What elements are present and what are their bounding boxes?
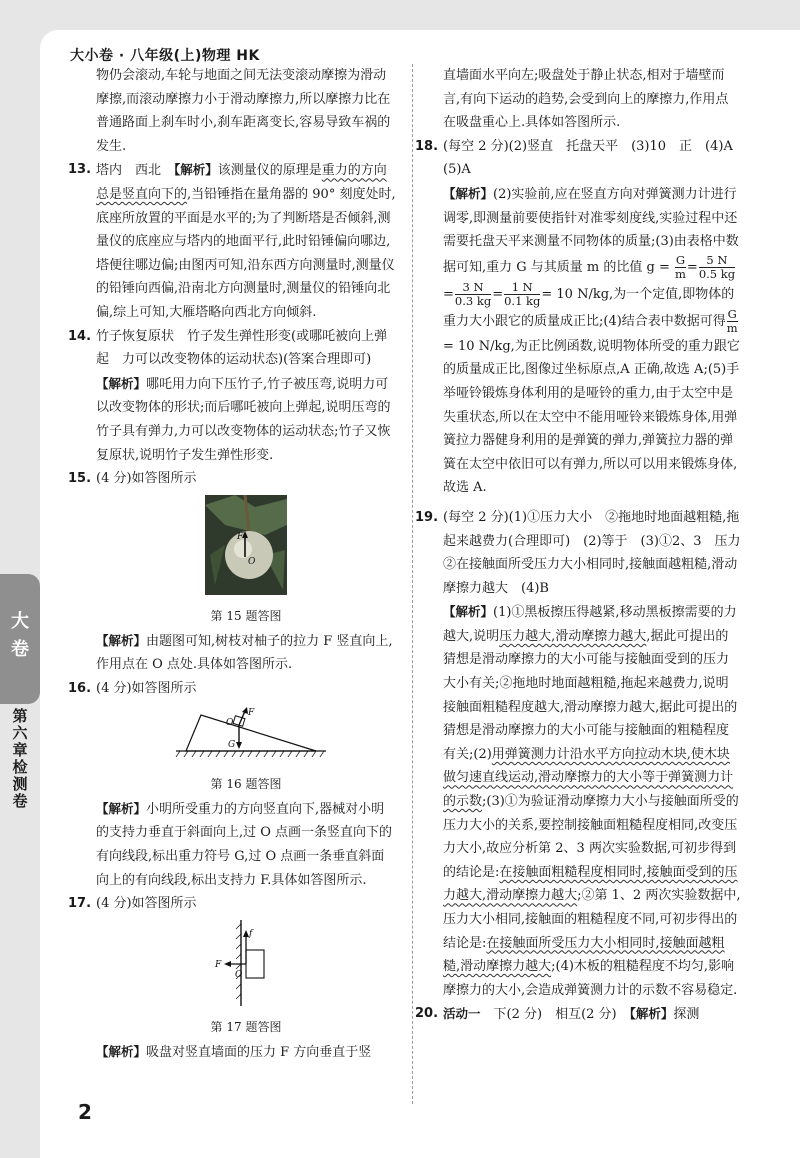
fraction-g-over-m <box>675 254 686 281</box>
q17-label-o: O <box>235 969 243 980</box>
q18-text-2: = 10 N/kg,为一个定值,即物体的重力大小跟它的质量成正比;(4)结合表中数据可得 <box>443 286 735 329</box>
frac-num: 3 N <box>462 279 484 294</box>
q15-label-o: O <box>248 556 256 567</box>
q19-number: 19. <box>415 509 439 525</box>
q16-figure <box>96 705 396 772</box>
fraction-1n <box>504 281 540 308</box>
q18-answer: (每空 2 分)(2)竖直 托盘天平 (3)10 正 (4)A (5)A <box>443 138 746 178</box>
q16-label-f: F <box>248 707 255 718</box>
q19-text-1: (1)①黑板擦压得越紧,移动黑板擦需要的力越大,说明 <box>443 605 737 644</box>
side-chapter-label: 第六章检测卷 <box>12 707 28 810</box>
question-15 <box>68 467 396 677</box>
pomelo-photo <box>205 495 287 595</box>
column-divider <box>412 64 413 1104</box>
question-20 <box>415 1002 741 1027</box>
frac-den: 0.3 kg <box>454 293 492 308</box>
frac-num: 5 N <box>706 252 728 267</box>
q16-analysis-tag: 【解析】 <box>96 800 147 816</box>
q18-text-3: = 10 N/kg,为正比例函数,说明物体所受的重力跟它的质量成正比,图像过坐标原点,A 正确,故选 A;(5)手举哑铃锻炼身体利用的是哑铃的重力,由于太空中是失重状态,所以在太空中不能用哑铃来锻炼身体,用弹簧拉力器健身利用的是弹簧的弹力,弹簧拉力器的弹簧在太空中依旧可以有弹力,所以可以用来锻炼身体,故选 A. <box>443 338 740 496</box>
question-19 <box>415 506 754 1002</box>
wall-suction-diagram <box>206 920 286 1006</box>
q17-caption: 第 17 题答图 <box>210 1020 282 1035</box>
q16-text: 小明所受重力的方向竖直向下,器械对小明的支持力垂直于斜面向上,过 O 点画一条竖直向下的有向线段,标出重力符号 G,过 O 点画一条垂直斜面向上的有向线段,标出支持力 F.具体如答图所示. <box>96 801 393 888</box>
side-tab-char-1: 大 <box>11 611 29 632</box>
q13-number: 13. <box>68 162 92 178</box>
q17-label-f-small: f <box>249 928 253 939</box>
q19-answer: (每空 2 分)(1)①压力大小 ②拖地时地面越粗糙,拖起来越费力(合理即可) (2)等于 (3)①2、3 压力 ②在接触面所受压力大小相同时,接触面越粗糙,滑动摩擦力越大 (4)B <box>443 509 754 596</box>
side-tab-char-2: 卷 <box>11 639 29 660</box>
q15-answer: (4 分)如答图所示 <box>96 471 197 487</box>
q17-continuation: 直墙面水平向左;吸盘处于静止状态,相对于墙壁而言,有向下运动的趋势,会受到向上的摩擦力,作用点在吸盘重心上.具体如答图所示. <box>443 68 729 131</box>
incline-diagram <box>156 705 336 763</box>
frac-num: G <box>727 306 737 321</box>
q19-key-point-1: 压力越大,滑动摩擦力越大 <box>499 628 647 644</box>
q16-answer: (4 分)如答图所示 <box>96 681 197 697</box>
q14-analysis-tag: 【解析】 <box>96 375 147 391</box>
page-number: 2 <box>78 1100 92 1124</box>
left-column <box>68 64 396 1065</box>
q19-key-point-3: 在接触面粗糙程度相同时,接触面受到的压力越大,滑动摩擦力越大 <box>443 864 738 904</box>
q20-analysis-tag: 【解析】 <box>629 1006 674 1022</box>
frac-den: 0.1 kg <box>504 293 541 308</box>
q12-continuation: 物仍会滚动,车轮与地面之间无法变滚动摩擦为滑动摩擦,而滚动摩擦力小于滑动摩擦力,所以摩擦力比在普通路面上刹车时小,刹车距离变长,容易导致车祸的发生. <box>96 68 391 154</box>
fraction-g-over-m-2 <box>727 308 738 335</box>
fraction-5n <box>699 254 735 281</box>
question-18: 18. (每空 2 分)(2)竖直 托盘天平 (3)10 正 (4)A (5)A 【解析】(2)实验前,应在竖直方向对弹簧测力计进行调零,即测量前要使指针对准零刻度线,实验过程中还需要托盘天平来测量不同物体的质量;(3)由表格中数据可知,重力 G 与其质量 m 的比值 g = $\frac{G}{m}$ = $\frac{5 N}{0.5 kg}$ = $\frac{3 N}{0.3 kg}$ = $\frac{1 N}{0.1 kg}$ = 10 N/kg,为一个定值,即物体的重力大小跟它的质量成正比;(4)结合表中数据可得 $\frac{G}{m}$ = 10 N/kg,为正比例函数,说明物体所受的重力跟它的质量成正比,图像过坐标原点,A 正确,故选 A;(5)手举哑铃锻炼身体利用的是哑铃的重力,由于太空中是失重状态,所以在太空中不能用哑铃来锻炼身体,用弹簧拉力器健身利用的是弹簧的弹力,弹簧拉力器的弹簧在太空中依旧可以有弹力,所以可以用来锻炼身体,故选 A. <box>443 135 741 500</box>
q17-label-f: F <box>215 959 222 970</box>
q13-analysis-tag: 【解析】 <box>174 162 218 178</box>
q14-answer: 竹子恢复原状 竹子发生弹性形变(或哪吒被向上弹起 力可以改变物体的运动状态)(答案合理即可) <box>96 328 388 368</box>
q16-label-o: O <box>226 717 234 728</box>
side-tab <box>0 574 40 704</box>
q20-activity-label: 活动一 <box>443 1006 481 1022</box>
question-16 <box>68 677 396 892</box>
q16-number: 16. <box>68 681 92 697</box>
q13-answer: 塔内 西北 <box>96 163 175 179</box>
q15-text: 由题图可知,树枝对柚子的拉力 F 竖直向上,作用点在 O 点处.具体如答图所示. <box>96 633 393 673</box>
frac-den: 0.5 kg <box>698 266 736 281</box>
q16-label-g: G <box>228 739 236 750</box>
q19-text-5: ;(4)木板的粗糙程度不均匀,影响摩擦力的大小,会造成弹簧测力计的示数不容易稳定. <box>443 959 738 998</box>
q13-key-point: 重力的方向总是竖直向下的 <box>96 163 387 202</box>
q15-figure <box>96 495 396 604</box>
q14-text: 哪吒用力向下压竹子,竹子被压弯,说明力可以改变物体的形状;而后哪吒被向上弹起,说明压弯的竹子具有弹力,力可以改变物体的运动状态;竹子又恢复原状,说明竹子发生弹性形变. <box>96 376 391 463</box>
q15-number: 15. <box>68 471 92 487</box>
q19-analysis-tag: 【解析】 <box>443 604 494 620</box>
q17-number: 17. <box>68 896 92 912</box>
fraction-3n <box>455 281 491 308</box>
q17-text: 吸盘对竖直墙面的压力 F 方向垂直于竖 <box>146 1045 372 1060</box>
q17-answer: (4 分)如答图所示 <box>96 896 197 912</box>
q20-number: 20. <box>415 1006 439 1022</box>
frac-den: m <box>675 266 686 281</box>
q19-text-3: ;(3)①为验证滑动摩擦力大小与接触面所受的压力大小的关系,要控制接触面粗糙程度相同,改变压力大小,故应分析第 2、3 两次实验数据,可初步得到的结论是: <box>443 794 739 880</box>
q19-key-point-2: 用弹簧测力计沿水平方向拉动木块,使木块做匀速直线运动,滑动摩擦力的大小等于弹簧测力计的示数 <box>443 746 734 810</box>
q18-analysis-tag: 【解析】 <box>443 185 494 201</box>
q19-key-point-4: 在接触面所受压力大小相同时,接触面越粗糙,滑动摩擦力越大 <box>443 935 725 975</box>
q18-text-1: (2)实验前,应在竖直方向对弹簧测力计进行调零,即测量前要使指针对准零刻度线,实验过程中还需要托盘天平来测量不同物体的质量;(3)由表格中数据可知,重力 G 与其质量 m 的比值 g = <box>443 186 739 275</box>
question-17 <box>68 892 396 1064</box>
q13-text-2: ,当铅锤指在量角器的 90° 刻度处时,底座所放置的平面是水平的;为了判断塔是否倾斜,测量仪的底座应与塔内的地面平行,此时铅锤偏向哪边,塔便往哪边偏;由图丙可知,沿东西方向测量时,测量仪的铅锤向西偏,沿南北方向测量时,测量仪的铅锤向北偏,综上可知,大雁塔略向西北方向倾斜. <box>96 186 396 320</box>
right-column <box>415 64 754 1027</box>
q17-figure <box>96 920 396 1015</box>
q20-text: 探测 <box>673 1007 700 1023</box>
q18-number: 18. <box>415 138 439 154</box>
frac-den: m <box>726 320 738 335</box>
frac-num: 1 N <box>511 279 533 294</box>
q16-caption: 第 16 题答图 <box>210 777 282 792</box>
question-13 <box>68 158 396 324</box>
q19-text-2: ,据此可提出的猜想是滑动摩擦力的大小可能与接触面受到的压力大小有关;②拖地时地面越粗糙,拖起来越费力,说明接触面粗糙程度越大,滑动摩擦力越大,据此可提出的猜想是滑动摩擦力的大小可能与接触面的粗糙程度有关;(2) <box>443 628 738 762</box>
q17-analysis-tag: 【解析】 <box>96 1044 147 1059</box>
question-14 <box>68 325 396 468</box>
q15-label-f: F <box>237 531 244 542</box>
q15-caption: 第 15 题答图 <box>210 609 282 624</box>
q20-answer: 下(2 分) 相互(2 分) <box>480 1007 630 1023</box>
q15-analysis-tag: 【解析】 <box>96 632 147 648</box>
q14-number: 14. <box>68 328 92 344</box>
q19-text-4: ;②第 1、2 两次实验数据中,压力大小相同,接触面的粗糙程度不同,可初步得出的结论是: <box>443 888 741 951</box>
page-header-title: 大小卷 · 八年级(上)物理 HK <box>70 48 260 64</box>
frac-num: G <box>675 252 686 267</box>
q13-text-1: 该测量仪的原理是 <box>217 163 322 179</box>
